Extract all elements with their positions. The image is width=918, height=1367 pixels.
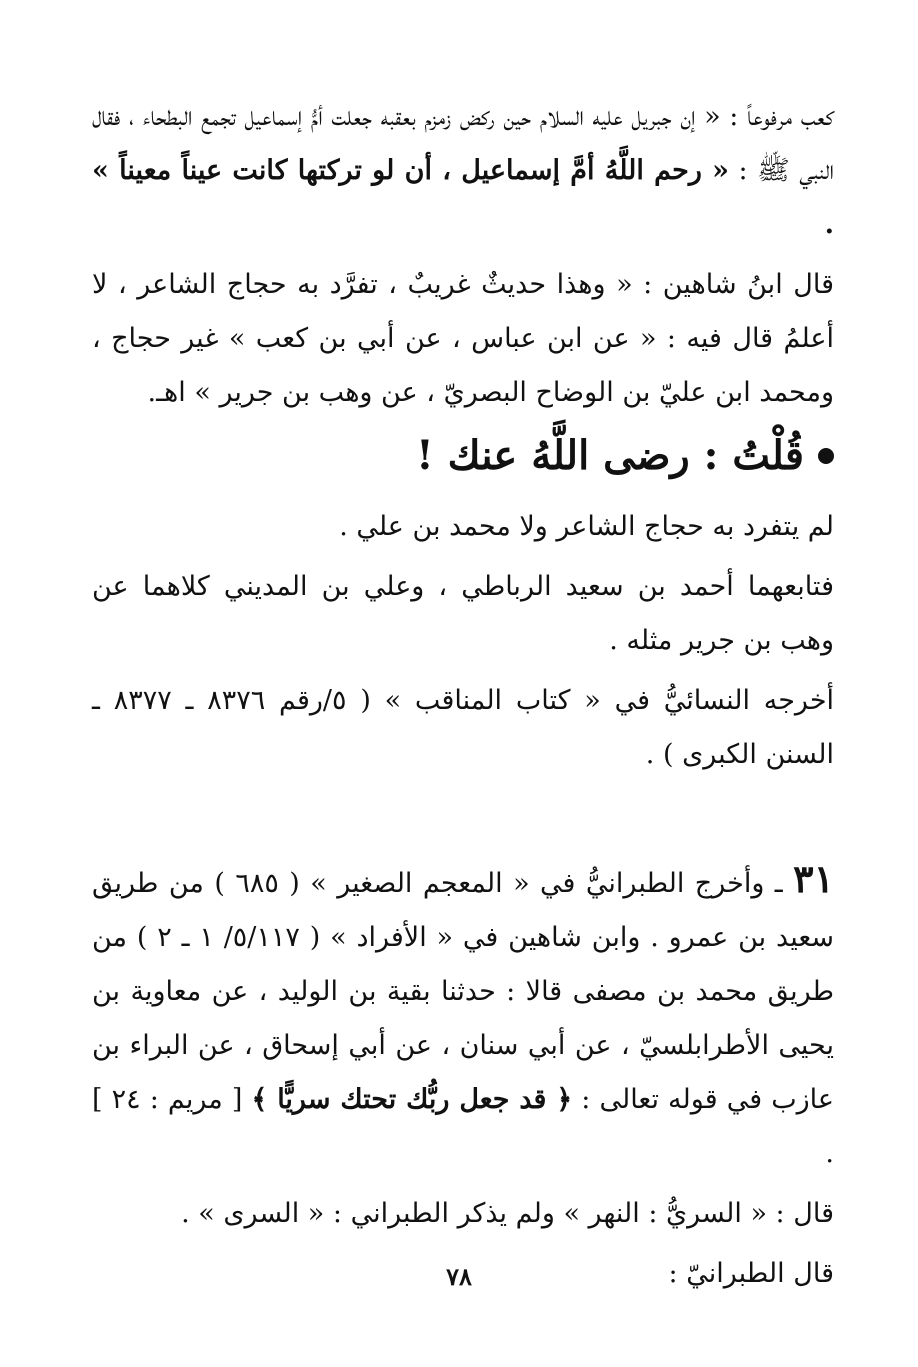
bullet-icon (818, 448, 834, 464)
page-number: ٧٨ (446, 1262, 472, 1291)
section-heading (92, 426, 834, 486)
paragraph-sari: قال : « السريُّ : النهر » ولم يذكر الطبراني : « السرى » . (181, 1198, 834, 1229)
quran-reference: [ مريم : ٢٤ ] . (92, 1084, 834, 1169)
paragraph-tabarani: قال الطبرانيّ : (668, 1258, 834, 1289)
hadith-text-plain: كعب مرفوعاً : « إن جبريل عليه السلام حين ركض زمزم بعقبه جعلت أمُّ إسماعيل تجمع البطحاء ، فقال النبي ﷺ : (92, 101, 835, 186)
hadith-number: ٣١ (793, 856, 834, 901)
section-gap (92, 788, 834, 852)
paragraph-nasai: أخرجه النسائيُّ في « كتاب المناقب » ( ٥/رقم ٨٣٧٦ ـ ٨٣٧٧ ـ السنن الكبرى ) . (92, 685, 835, 770)
hadith-31-text: ـ وأخرج الطبرانيُّ في « المعجم الصغير » ( ٦٨٥ ) من طريق سعيد بن عمرو . وابن شاهين في « الأفراد » ( ٥/١١٧/ ١ ـ ٢ ) من طريق محمد بن مصفى قالا : حدثنا بقية بن الوليد ، عن معاوية بن يحيى الأطرابلسيّ ، عن أبي سنان ، عن أبي إسحاق ، عن البراء بن عازب في قوله تعالى : (92, 868, 835, 1115)
paragraph-hadith-31 (92, 852, 834, 1181)
paragraph-hadith-text (92, 90, 834, 252)
text-column (92, 90, 834, 1307)
paragraph-ibn-shahin: قال ابنُ شاهين : « وهذا حديثٌ غريبٌ ، تفرَّد به حجاج الشاعر ، لا أعلمُ قال فيه : « عن ابن عباس ، عن أبي بن كعب » غير حجاج ، ومحمد ابن عليّ بن الوضاح البصريّ ، عن وهب بن جرير » اهـ. (92, 269, 834, 408)
hadith-text-bold: « رحم اللَّهُ أمَّ إسماعيل ، أن لو تركتها كانت عيناً معيناً » . (92, 155, 834, 240)
quran-verse: ﴿ قد جعل ربُّك تحتك سريًّا ﴾ (251, 1084, 573, 1115)
paragraph-not-alone: لم يتفرد به حجاج الشاعر ولا محمد بن علي . (339, 511, 834, 542)
heading-text: قُلْتُ : رضى اللَّهُ عنك ! (416, 432, 804, 479)
paragraph-followers: فتابعهما أحمد بن سعيد الرباطي ، وعلي بن المديني كلاهما عن وهب بن جرير مثله . (92, 571, 834, 656)
